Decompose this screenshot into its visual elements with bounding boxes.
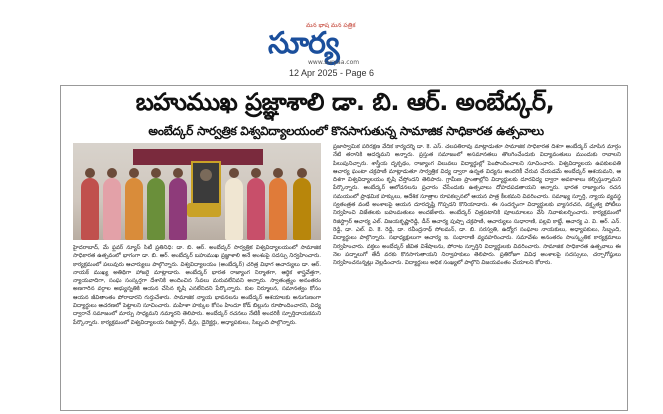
date-page-line: 12 Apr 2025 - Page 6 (288, 68, 375, 78)
person-figure (81, 178, 99, 240)
person-figure (269, 178, 287, 240)
right-column-text: ప్రజాస్వామిక పరిరక్షణ వేదిక కార్యదర్శి డా. కె. ఎస్. చలపతిరావు మాట్లాడుతూ సామాజిక సాధికారత దిశగా అంబేద్కర్ చూపిన మార్గం నేటి తరానికి ఆదర్శమని అన్నారు. ప్రస్తుత సమాజంలో అసమానతలు తొలగించేందుకు విద్యావంతులు ముందుకు రావాలని పిలుపునిచ్చారు. శాస్త్రీయ దృక్పథం, రాజ్యాంగ విలువలు విద్యార్థుల్లో పెంపొందించాలని సూచించారు. విశ్వవిద్యాలయ ఉపకులపతి ఆచార్య ఘంటా చక్రపాణి మాట్లాడుతూ సార్వత్రిక విద్య ద్వారా ఉన్నత విద్యను అందరికీ చేరువ చేయడమే అంబేద్కర్ ఆశయమని, ఆ దిశగా విశ్వవిద్యాలయం కృషి చేస్తోందని తెలిపారు. గ్రామీణ ప్రాంతాల్లోని విద్యార్థులకు దూరవిద్య ద్వారా అవకాశాలు కల్పిస్తున్నామని పేర్కొన్నారు. అంబేద్కర్ ఆలోచనలను ప్రచారం చేసేందుకు ఉత్సవాలు దోహదపడతాయని అన్నారు. భారత రాజ్యాంగం రచన సమయంలో ప్రాథమిక హక్కులు, ఆదేశిక సూత్రాల రూపకల్పనలో ఆయన పాత్ర కీలకమని వివరించారు. సమాఖ్య స్ఫూర్తి, న్యాయ వ్యవస్థ స్వతంత్రత వంటి అంశాలపై ఆయన దూరదృష్టి గొప్పదని కొనియాడారు. ఈ సందర్భంగా విద్యార్థులకు వ్యాసరచన, వక్తృత్వ పోటీలు నిర్వహించి విజేతలకు బహుమతులు అందజేశారు. అంబేద్కర్ చిత్రపటానికి పూలమాలలు వేసి నివాళులర్పించారు. కార్యక్రమంలో రిజిస్ట్రార్ ఆచార్య ఎల్. విజయకృష్ణారెడ్డి, డీన్ ఆచార్య పుష్పా చక్రపాణి, ఆచార్యులు సుధారాణి, పల్లవి కాబ్డే, ఆచార్య ఎ. వి. ఆర్. ఎన్. రెడ్డి, డా. ఎల్. వి. కె. రెడ్డి, డా. రవీంద్రనాథ్ సోలమన్, డా. బి. సరస్వతి, ఉద్యోగ సంఘాల నాయకులు, అధ్యాపకులు, సిబ్బంది, విద్యార్థులు పాల్గొన్నారు. సభాధ్యక్షులుగా ఆచార్య ఇ. సుధారాణి వ్యవహరించారు. సమావేశం అనంతరం సాంస్కృతిక కార్యక్రమాలు నిర్వహించారు. వక్తలు అంబేద్కర్ జీవిత విశేషాలను, పోరాట స్ఫూర్తిని విద్యార్థులకు వివరించారు. సామాజిక సాధికారత ఉత్సవాలు ఈ నెల పద్నాలుగో తేదీ వరకు కొనసాగుతాయని నిర్వాహకులు తెలిపారు. ప్రతిరోజూ వివిధ అంశాలపై సదస్సులు, చర్చాగోష్ఠులు నిర్వహించనున్నట్లు వెల్లడించారు. విద్యార్థులు అధిక సంఖ్యలో పాల్గొని విజయవంతం చేయాలని కోరారు. (333, 144, 621, 267)
article-body-left (73, 244, 321, 408)
article-body-right (333, 143, 621, 408)
article-photo (73, 143, 321, 240)
person-figure (225, 178, 243, 240)
left-column-text: హైదరాబాద్, మే ఫ్లవర్ న్యూస్ సిటీ ప్రతినిధి: డా. బి. ఆర్. అంబేద్కర్ సార్వత్రిక విశ్వవిద్యాలయంలో సామాజిక సాధికారత ఉత్సవంలో భాగంగా డా. బి. ఆర్. అంబేద్కర్ బహుముఖ ప్రజ్ఞాశాలి అనే అంశంపై సదస్సు నిర్వహించారు. కార్యక్రమంలో పలువురు ఆచార్యులు పాల్గొన్నారు. విశ్వవిద్యాలయం (అంబేద్కర్) చరిత్ర విభాగ ఆచార్యులు డా. ఆర్. నాయక్ ముఖ్య అతిథిగా హాజరై మాట్లాడారు. అంబేద్కర్ భారత రాజ్యాంగ నిర్మాతగా, ఆర్థిక శాస్త్రవేత్తగా, న్యాయవాదిగా, సంఘ సంస్కర్తగా దేశానికి అందించిన సేవలు మరువలేనివని అన్నారు. స్వాతంత్ర్యం అనంతరం అణగారిన వర్గాల అభ్యున్నతికి ఆయన చేసిన కృషి ఎనలేనిదని పేర్కొన్నారు. కుల నిర్మూలన, సమానత్వం కోసం ఆయన జీవితాంతం పోరాడారని గుర్తుచేశారు. సామాజిక న్యాయ భావనలను అంబేద్కర్ ఆశయాలకు అనుగుణంగా విద్యార్థులు ఆచరణలో పెట్టాలని సూచించారు. మహిళా హక్కుల కోసం హిందూ కోడ్ బిల్లును రూపొందించారని, విద్య ద్వారానే సమాజంలో మార్పు సాధ్యమని నమ్మారని తెలిపారు. అంబేద్కర్ రచనలు నేటికీ అందరికీ స్ఫూర్తిదాయకమని పేర్కొన్నారు. కార్యక్రమంలో విశ్వవిద్యాలయ రిజిస్ట్రార్, డీన్లు, డైరెక్టర్లు, అధ్యాపకులు, సిబ్బంది పాల్గొన్నారు. (73, 245, 321, 326)
masthead (0, 0, 663, 80)
logo-url: www.suryaa.com (308, 59, 360, 66)
person-figure (169, 178, 187, 240)
person-figure (125, 178, 143, 240)
person-figure (247, 178, 265, 240)
article-subhead: అంబేద్కర్ సార్వత్రిక విశ్వవిద్యాలయంలో కొనసాగుతున్న సామాజిక సాధికారత ఉత్సవాలు (148, 124, 544, 138)
ambedkar-portrait (191, 161, 221, 205)
person-figure (293, 178, 311, 240)
logo-wordmark: సూర్య (268, 26, 339, 61)
person-figure (147, 178, 165, 240)
newspaper-logo (268, 22, 386, 68)
lamp-stand (187, 203, 221, 217)
person-figure (103, 178, 121, 240)
article-clipping (60, 85, 628, 411)
logo-tagline: మన భాష మన పత్రిక (306, 22, 356, 29)
article-headline: బహుముఖ ప్రజ్ఞాశాలి డా. బి. ఆర్. అంబేద్కర్, (135, 88, 555, 116)
